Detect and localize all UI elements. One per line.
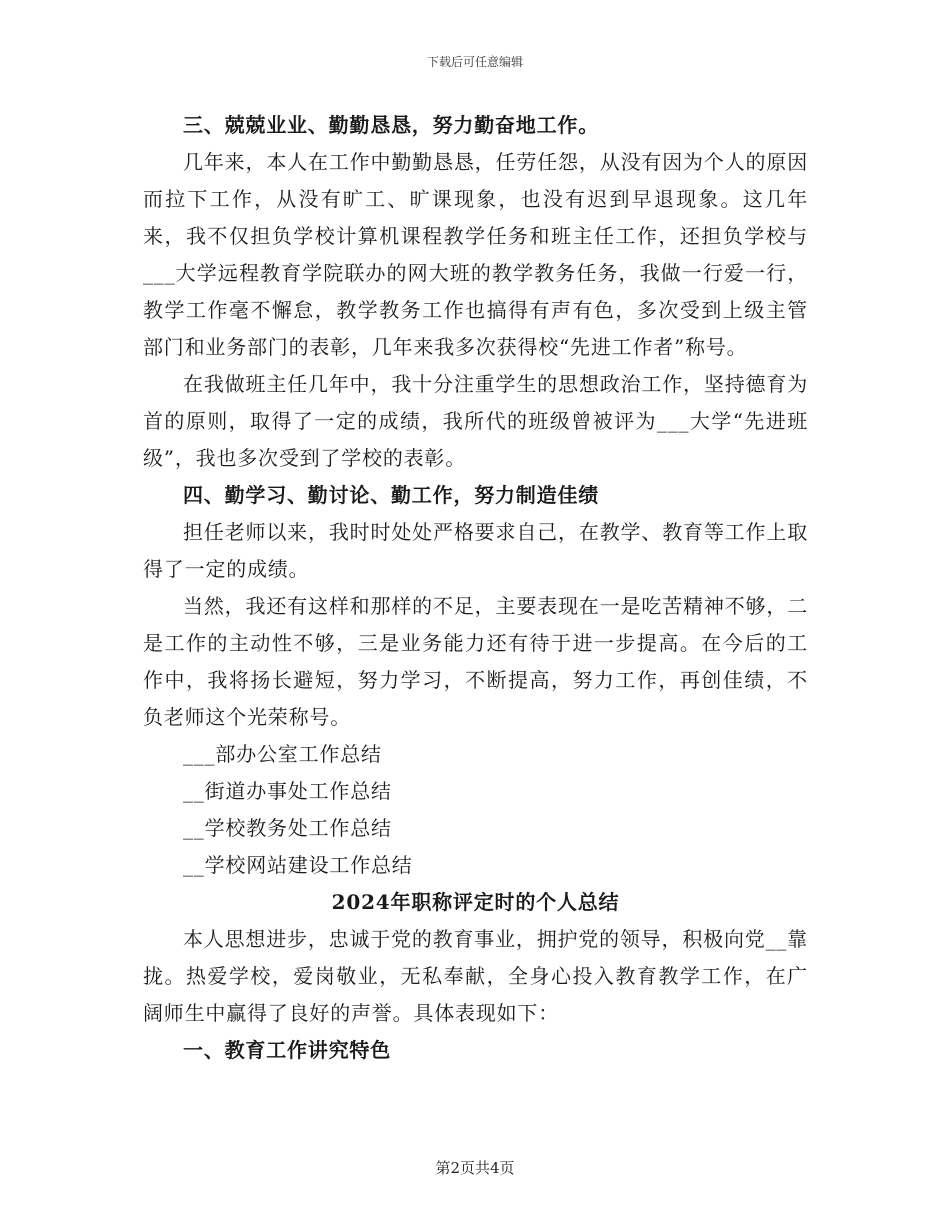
document-title: 2024年职称评定时的个人总结 xyxy=(331,890,620,914)
paragraph-3: 担任老师以来，我时时处处严格要求自己，在教学、教育等工作上取得了一定的成绩。 xyxy=(143,520,808,581)
related-link[interactable]: __学校网站建设工作总结 xyxy=(183,853,413,877)
section-heading-1: 一、教育工作讲究特色 xyxy=(183,1038,391,1062)
section-heading-4: 四、勤学习、勤讨论、勤工作，努力制造佳绩 xyxy=(183,483,599,507)
related-link[interactable]: __街道办事处工作总结 xyxy=(183,779,392,803)
paragraph-1: 几年来，本人在工作中勤勤恳恳，任劳任怨，从没有因为个人的原因而拉下工作，从没有旷工、旷课现象，也没有迟到早退现象。这几年来，我不仅担负学校计算机课程教学任务和班主任工作，还担负学校与___大学远程教育学院联办的网大班的教学教务任务，我做一行爱一行，教学工作毫不懈怠，教学教务工作也搞得有声有色，多次受到上级主管部门和业务部门的表彰，几年来我多次获得校“先进工作者”称号。 xyxy=(143,150,808,359)
document-body xyxy=(143,107,808,1069)
paragraph-2: 在我做班主任几年中，我十分注重学生的思想政治工作，坚持德育为首的原则，取得了一定的成绩，我所代的班级曾被评为___大学“先进班级”，我也多次受到了学校的表彰。 xyxy=(143,372,808,470)
related-link[interactable]: __学校教务处工作总结 xyxy=(183,816,392,840)
page-header-note: 下载后可任意编辑 xyxy=(426,55,523,69)
related-link[interactable]: ___部办公室工作总结 xyxy=(183,742,382,766)
page-number: 第2页共4页 xyxy=(435,1159,515,1177)
paragraph-4: 当然，我还有这样和那样的不足，主要表现在一是吃苦精神不够，二是工作的主动性不够，三是业务能力还有待于进一步提高。在今后的工作中，我将扬长避短，努力学习，不断提高，努力工作，再创佳绩，不负老师这个光荣称号。 xyxy=(143,594,808,729)
section-heading-3: 三、兢兢业业、勤勤恳恳，努力勤奋地工作。 xyxy=(183,113,599,137)
paragraph-5: 本人思想进步，忠诚于党的教育事业，拥护党的领导，积极向党__靠拢。热爱学校，爱岗敬业，无私奉献，全身心投入教育教学工作，在广阔师生中赢得了良好的声誉。具体表现如下： xyxy=(143,927,808,1025)
